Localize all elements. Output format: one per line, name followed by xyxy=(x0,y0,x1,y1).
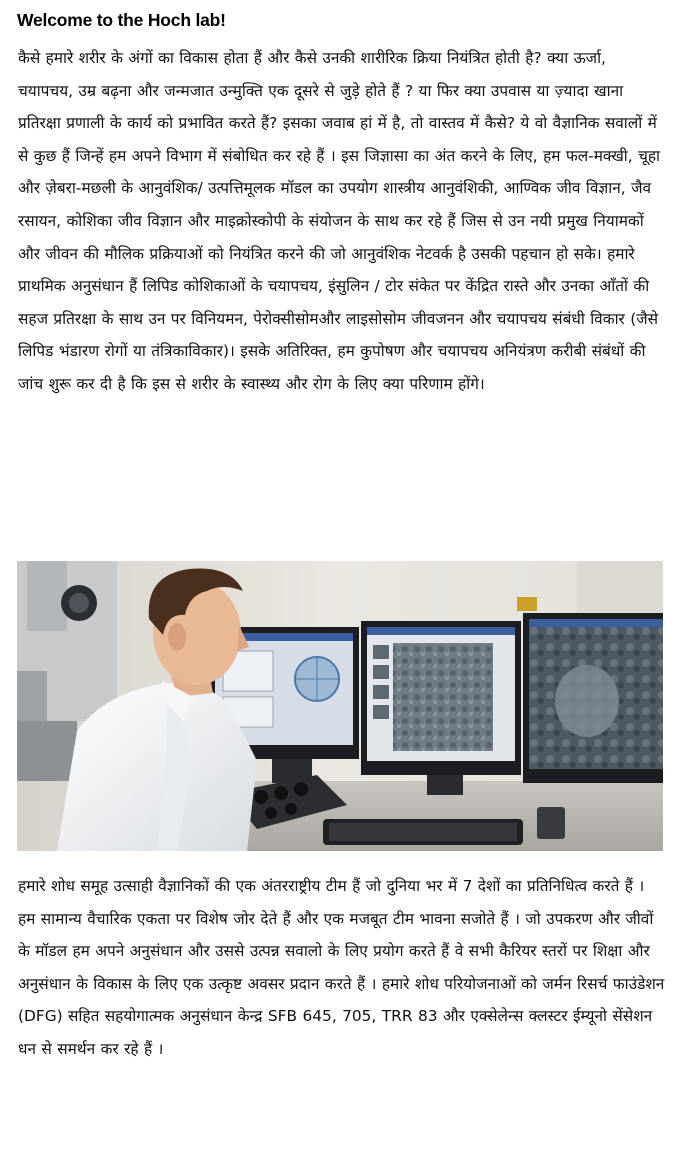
page-title: Welcome to the Hoch lab! xyxy=(17,10,226,30)
intro-paragraph: कैसे हमारे शरीर के अंगों का विकास होता हैं और कैसे उनकी शारीरिक क्रिया नियंत्रित होती है? क्या ऊर्जा, चयापचय, उम्र बढ़ना और जन्मजात उन्मुक्ति एक दूसरे से जुड़े होते हैं ? या फिर क्या उपवास या ज़्यादा खाना प्रतिरक्षा प्रणाली के कार्य को प्रभावित करते हैं? इसका जवाब हां में है, तो वास्तव में कैसे? ये वो वैज्ञानिक सवालों में से कुछ हैं जिन्हें हम अपने विभाग में संबोधित कर रहे हैं । इस जिज्ञासा का अंत करने के लिए, हम फल-मक्खी, चूहा और ज़ेबरा-मछली के आनुवंशिक/ उत्पत्तिमूलक मॉडल का उपयोग शास्त्रीय आनुवंशिकी, आण्विक जीव विज्ञान, जैव रसायन, कोशिका जीव विज्ञान और माइक्रोस्कोपी के संयोजन के साथ कर रहे हैं जिस से उन नयी प्रमुख नियामकों और जीवन की मौलिक प्रक्रियाओं को नियंत्रित करने की जो आनुवंशिक नेटवर्क है उसकी पहचान हो सके। हमारे प्राथमिक अनुसंधान हैं लिपिड कोशिकाओं के चयापचय, इंसुलिन / टोर संकेत पर केंद्रित रास्ते और उनका आँतों की सहज प्रतिरक्षा के साथ उन पर विनियमन, पेरोक्सीसोमऔर लाइसोसोम जीवजनन और चयापचय संबंधी विकार (जैसे लिपिड भंडारण रोगों या तंत्रिकाविकार)। इसके अतिरिक्त, हम कुपोषण और चयापचय अनियंत्रण करीबी संबंधों की जांच शुरू कर दी है कि इस से शरीर के स्वास्थ्य और रोग के लिए क्या परिणाम होंगे। xyxy=(18,49,660,393)
lab-photo xyxy=(17,561,663,851)
team-paragraph: हमारे शोध समूह उत्साही वैज्ञानिकों की एक अंतरराष्ट्रीय टीम हैं जो दुनिया भर में 7 देशों का प्रतिनिधित्व करते हैं । हम सामान्य वैचारिक एकता पर विशेष जोर देते हैं और एक मजबूत टीम भावना सजोते हैं । जो उपकरण और जीवों के मॉडल हम अपने अनुसंधान और उससे उत्पन्न सवालो के लिए प्रयोग करते हैं वे सभी कैरियर स्तरों पर शिक्षा और अनुसंधान के विकास के लिए एक उत्कृष्ट अवसर प्रदान करते हैं । हमारे शोध परियोजनाओं को जर्मन रिसर्च फाउंडेशन (DFG) सहित सहयोगात्मक अनुसंधान केन्द्र SFB 645, 705, TRR 83 और एक्सेलेन्स क्लस्टर ईम्यूनो सेंसेशन धन से समर्थन कर रहे हैं । xyxy=(18,877,665,1058)
